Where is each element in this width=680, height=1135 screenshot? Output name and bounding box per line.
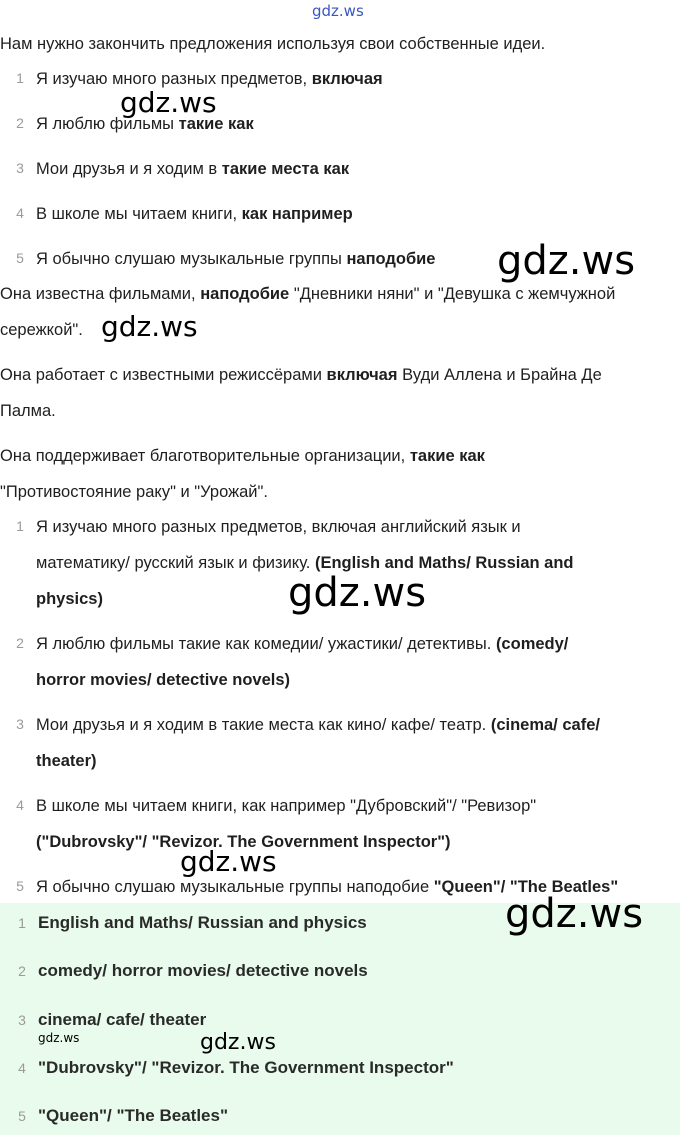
watermark: gdz.ws [38,1031,80,1045]
watermark: gdz.ws [288,570,427,616]
item-text: В школе мы читаем книги, как например [36,205,353,223]
item-number: 3 [16,716,24,732]
intro-text: Нам нужно закончить предложения используя свои собственные идеи. [0,35,546,53]
item-number: 1 [18,915,26,931]
watermark: gdz.ws [120,86,217,119]
item-text: Я обычно слушаю музыкальные группы наподобие "Queen"/ "The Beatles" [36,878,619,896]
item-number: 5 [16,250,24,266]
watermark: gdz.ws [505,891,644,937]
item-text: Я люблю фильмы такие как [36,115,254,133]
example-paragraph: Она поддерживает благотворительные организации, такие как "Противостояние раку" и "Урожай". [0,447,485,501]
item-number: 4 [18,1060,26,1076]
item-text: Я изучаю много разных предметов, включая английский язык и математику/ русский язык и физику. (English and Maths/ Russian and physics) [36,518,574,608]
item-number: 2 [16,115,24,131]
item-text: English and Maths/ Russian and physics [38,913,367,932]
answers-box [0,903,680,1135]
item-number: 5 [18,1108,26,1124]
item-number: 3 [18,1012,26,1028]
watermark-top[interactable]: gdz.ws [312,2,364,20]
item-text: Мои друзья и я ходим в такие места как [36,160,350,178]
item-number: 2 [18,963,26,979]
item-text: comedy/ horror movies/ detective novels [38,961,368,980]
item-text: Я обычно слушаю музыкальные группы наподобие [36,250,436,268]
watermark: gdz.ws [101,310,198,343]
example-paragraph: Она работает с известными режиссёрами включая Вуди Аллена и Брайна Де Палма. [0,366,602,420]
item-text: В школе мы читаем книги, как например "Дубровский"/ "Ревизор" ("Dubrovsky"/ "Revizor. The Government Inspector") [36,797,537,851]
item-text: cinema/ cafe/ theater [38,1010,207,1029]
item-number: 4 [16,205,24,221]
watermark: gdz.ws [200,1030,276,1055]
item-text: "Queen"/ "The Beatles" [38,1106,229,1125]
item-text: Я изучаю много разных предметов, включая [36,70,383,88]
item-text: Мои друзья и я ходим в такие места как кино/ кафе/ театр. (cinema/ cafe/ theater) [36,716,600,770]
watermark: gdz.ws [180,845,277,878]
example-paragraph: Она известна фильмами, наподобие "Дневники няни" и "Девушка с жемчужной сережкой". [0,285,616,339]
item-text: "Dubrovsky"/ "Revizor. The Government Inspector" [38,1058,454,1077]
item-number: 1 [16,518,24,534]
item-number: 1 [16,70,24,86]
item-text: Я люблю фильмы такие как комедии/ ужастики/ детективы. (comedy/ horror movies/ detective novels) [36,635,569,689]
item-number: 4 [16,797,24,813]
item-number: 5 [16,878,24,894]
item-number: 2 [16,635,24,651]
item-number: 3 [16,160,24,176]
watermark: gdz.ws [497,238,636,284]
